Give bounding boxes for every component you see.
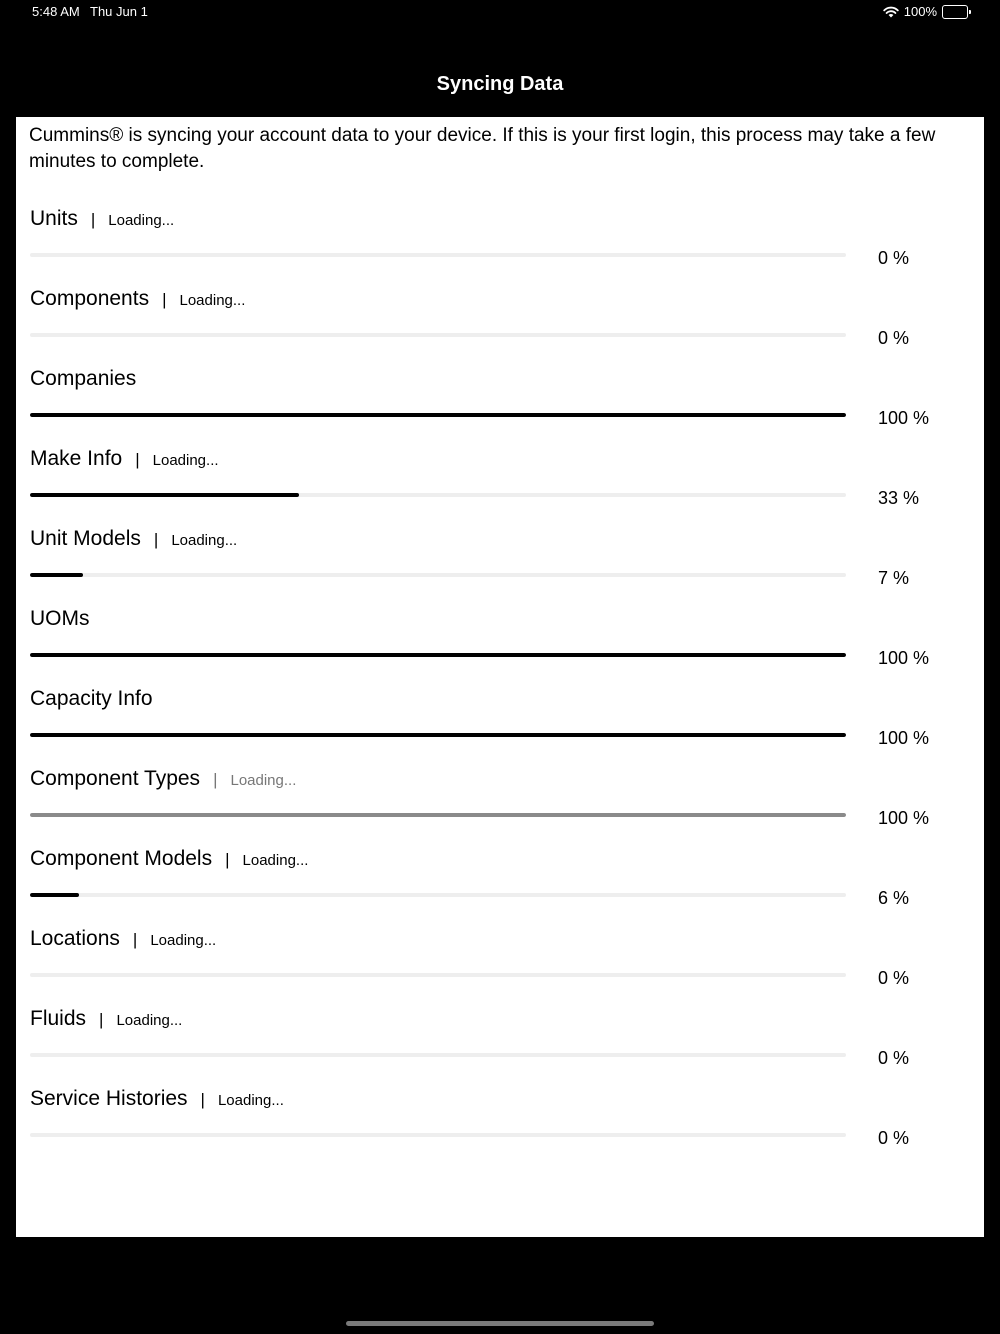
progress-bar xyxy=(30,1133,846,1137)
sync-row xyxy=(16,287,984,367)
sync-row-status: Loading... xyxy=(179,292,246,309)
progress-percent: 100 % xyxy=(878,648,930,668)
sync-row-divider: | xyxy=(225,850,230,869)
sync-row-header xyxy=(30,767,296,791)
progress-bar xyxy=(30,333,846,337)
sync-row-header xyxy=(30,607,90,631)
sync-row-label: UOMs xyxy=(30,607,90,630)
sync-row-header xyxy=(30,287,245,311)
sync-row xyxy=(16,687,984,767)
status-date: Thu Jun 1 xyxy=(90,4,148,19)
sync-row-header xyxy=(30,1087,284,1111)
home-indicator[interactable] xyxy=(346,1321,654,1326)
progress-percent: 0 % xyxy=(878,248,910,268)
progress-percent: 100 % xyxy=(878,808,930,828)
sync-row xyxy=(16,767,984,847)
progress-fill xyxy=(30,573,83,577)
progress-percent: 0 % xyxy=(878,328,910,348)
progress-percent: 0 % xyxy=(878,1048,910,1068)
status-bar xyxy=(0,0,1000,24)
sync-row-divider: | xyxy=(135,450,140,469)
progress-percent: 0 % xyxy=(878,968,910,988)
sync-row-status: Loading... xyxy=(116,1012,183,1029)
sync-row xyxy=(16,367,984,447)
sync-row-status: Loading... xyxy=(230,772,297,789)
sync-intro-text: Cummins® is syncing your account data to your device. If this is your first login, this process may take a few minutes to complete. xyxy=(29,125,936,172)
sync-row-header xyxy=(30,1007,182,1031)
sync-row-divider: | xyxy=(200,1090,205,1109)
progress-percent: 0 % xyxy=(878,1128,910,1148)
progress-percent: 100 % xyxy=(878,408,930,428)
progress-percent: 100 % xyxy=(878,728,930,748)
progress-percent: 7 % xyxy=(878,568,910,588)
wifi-icon xyxy=(883,6,899,18)
sync-panel xyxy=(16,117,984,1237)
sync-row-label: Companies xyxy=(30,367,137,390)
progress-percent: 33 % xyxy=(878,488,920,508)
progress-bar xyxy=(30,973,846,977)
progress-bar xyxy=(30,1053,846,1057)
sync-row xyxy=(16,207,984,287)
sync-row-header xyxy=(30,447,219,471)
sync-row-header xyxy=(30,367,136,391)
sync-row-status: Loading... xyxy=(108,212,175,229)
sync-row-label: Capacity Info xyxy=(30,687,153,710)
sync-row-status: Loading... xyxy=(171,532,238,549)
battery-percent: 100% xyxy=(903,4,937,19)
progress-percent: 6 % xyxy=(878,888,910,908)
progress-bar xyxy=(30,253,846,257)
sync-row xyxy=(16,847,984,927)
sync-row xyxy=(16,1007,984,1087)
progress-bar xyxy=(30,893,846,897)
sync-row-header xyxy=(30,927,216,951)
progress-bar xyxy=(30,493,846,497)
sync-row-divider: | xyxy=(99,1010,104,1029)
sync-row xyxy=(16,1087,984,1167)
status-time: 5:48 AM xyxy=(32,4,80,19)
sync-row xyxy=(16,607,984,687)
progress-bar xyxy=(30,573,846,577)
sync-row-label: Component Models xyxy=(30,847,213,870)
sync-row-status: Loading... xyxy=(242,852,309,869)
sync-row-label: Components xyxy=(30,287,150,310)
sync-row-label: Component Types xyxy=(30,767,201,790)
sync-row xyxy=(16,927,984,1007)
sync-row-label: Fluids xyxy=(30,1007,87,1030)
progress-fill xyxy=(30,653,846,657)
progress-fill xyxy=(30,413,846,417)
sync-row-label: Units xyxy=(30,207,78,230)
progress-bar xyxy=(30,413,846,417)
progress-fill xyxy=(30,733,846,737)
sync-row-divider: | xyxy=(213,770,218,789)
progress-bar xyxy=(30,653,846,657)
sync-row-label: Unit Models xyxy=(30,527,141,550)
sync-row-header xyxy=(30,687,153,711)
page-title: Syncing Data xyxy=(436,73,564,95)
sync-row-header xyxy=(30,527,237,551)
progress-fill xyxy=(30,893,79,897)
progress-fill xyxy=(30,493,299,497)
sync-row-status: Loading... xyxy=(150,932,217,949)
sync-row-divider: | xyxy=(162,290,167,309)
sync-row-divider: | xyxy=(90,210,96,229)
sync-row-divider: | xyxy=(132,930,138,949)
battery-icon xyxy=(942,5,968,19)
sync-row-label: Make Info xyxy=(30,447,123,470)
sync-row-status: Loading... xyxy=(152,452,219,469)
sync-row-header xyxy=(30,847,308,871)
status-indicators xyxy=(883,4,968,19)
progress-bar xyxy=(30,813,846,817)
sync-row-divider: | xyxy=(153,530,159,549)
sync-row-label: Service Histories xyxy=(30,1087,188,1110)
sync-row-status: Loading... xyxy=(217,1092,284,1109)
progress-bar xyxy=(30,733,846,737)
sync-row-header xyxy=(30,207,174,231)
sync-row xyxy=(16,527,984,607)
sync-row xyxy=(16,447,984,527)
sync-row-label: Locations xyxy=(30,927,120,950)
progress-fill xyxy=(30,813,846,817)
